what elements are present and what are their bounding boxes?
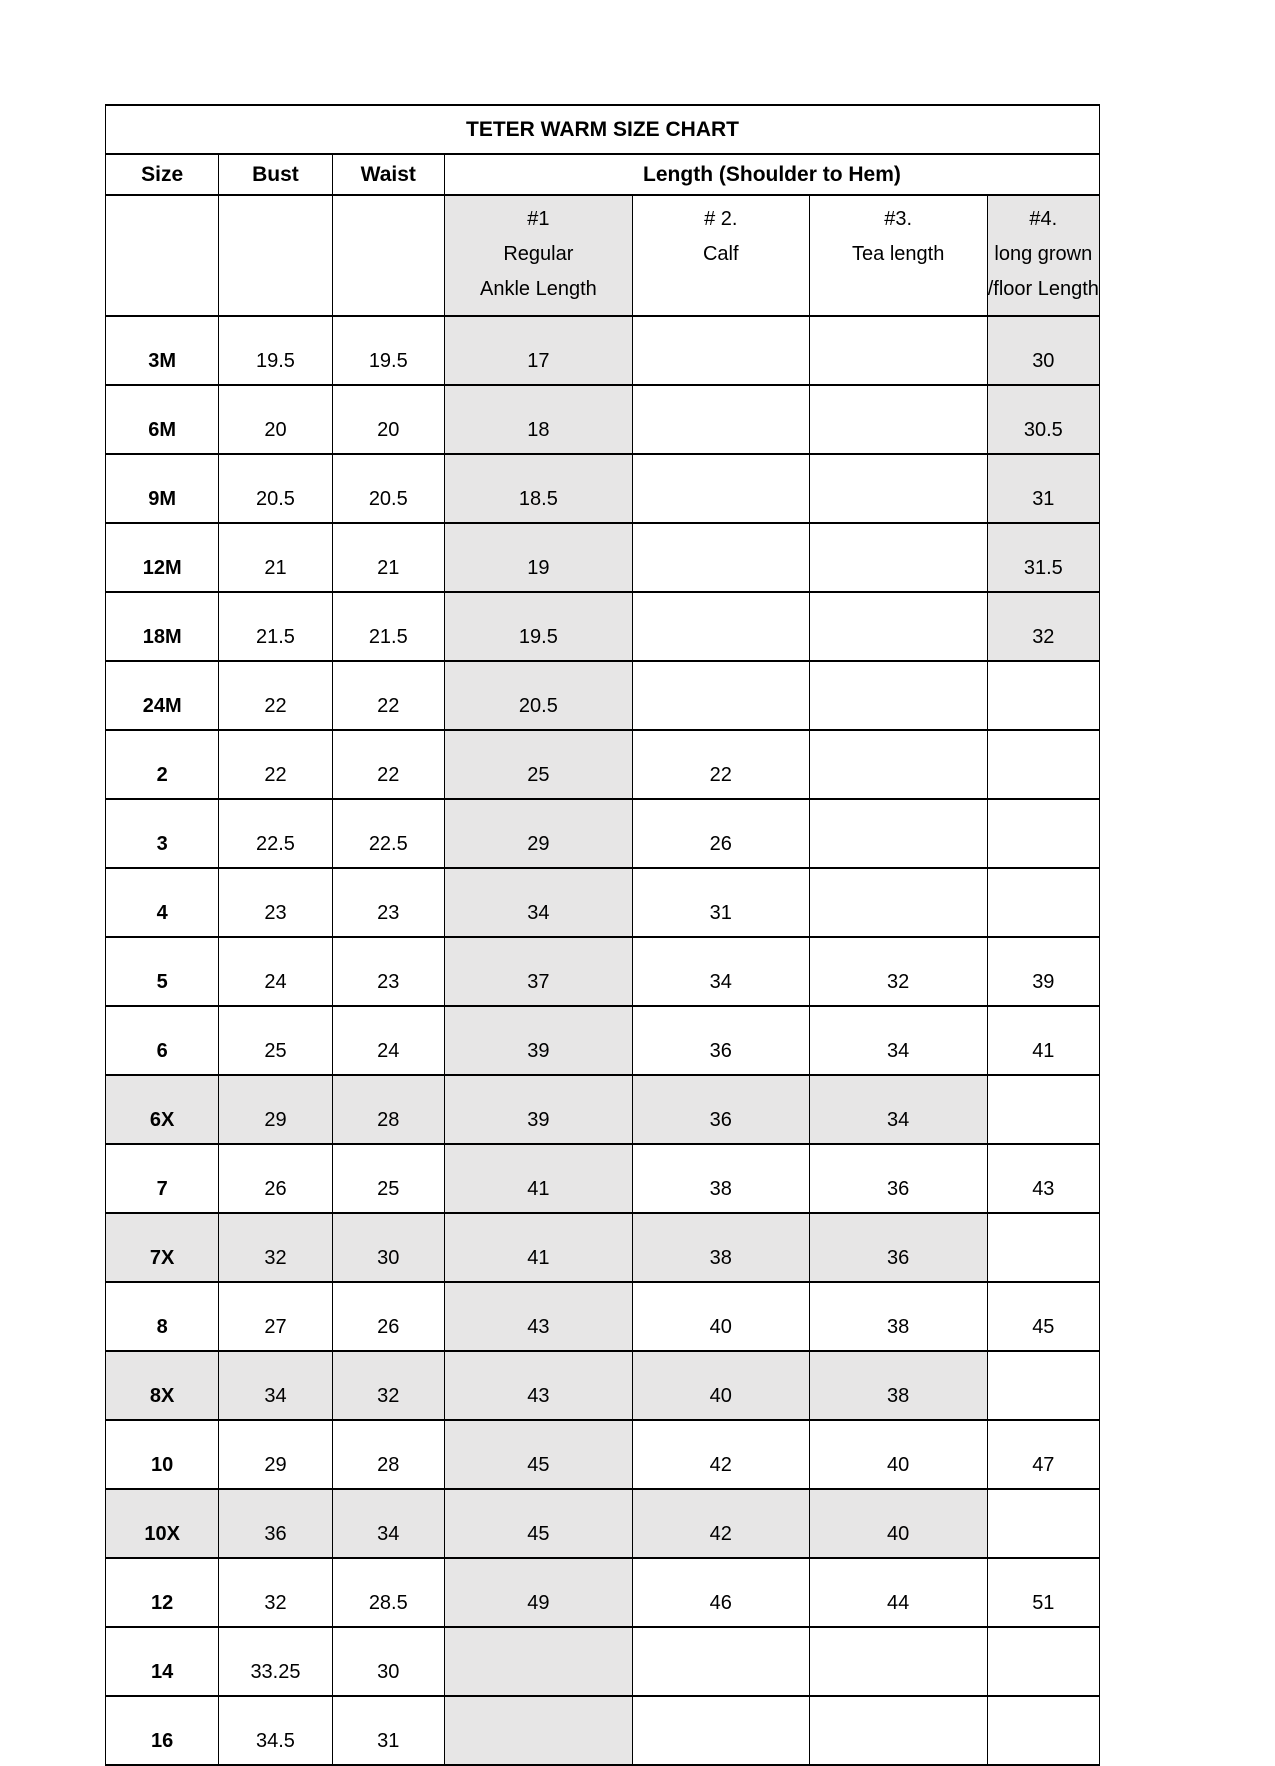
value-cell: 18 [444,385,632,454]
value-cell: 31 [987,454,1099,523]
value-cell: 34 [809,1006,987,1075]
value-cell [632,523,809,592]
value-cell [632,385,809,454]
value-cell: 30 [987,316,1099,385]
value-cell: 34 [444,868,632,937]
value-cell [987,1489,1099,1558]
value-cell: 47 [987,1420,1099,1489]
value-cell: 30 [332,1627,444,1696]
value-cell [987,661,1099,730]
col-header-length-group: Length (Shoulder to Hem) [444,154,1099,195]
value-cell: 39 [987,937,1099,1006]
value-cell: 31 [332,1696,444,1765]
value-cell: 28.5 [332,1558,444,1627]
value-cell: 32 [332,1351,444,1420]
value-cell [809,799,987,868]
value-cell: 45 [987,1282,1099,1351]
col-header-size: Size [106,154,219,195]
value-cell: 22.5 [219,799,332,868]
value-cell: 40 [809,1420,987,1489]
subheader-length-3 [809,195,987,316]
value-cell: 18.5 [444,454,632,523]
value-cell: 36 [809,1144,987,1213]
size-cell: 10X [106,1489,219,1558]
table-row [106,1213,1100,1282]
value-cell [987,799,1099,868]
value-cell: 42 [632,1420,809,1489]
table-row [106,523,1100,592]
value-cell: 38 [809,1282,987,1351]
size-cell: 12M [106,523,219,592]
value-cell: 33.25 [219,1627,332,1696]
column-header-row [106,154,1100,195]
value-cell: 39 [444,1075,632,1144]
subheader-line: Regular [503,243,574,265]
subheader-line: Ankle Length [479,278,597,300]
value-cell [987,1075,1099,1144]
table-row [106,1420,1100,1489]
value-cell: 22 [332,661,444,730]
subheader-line: #3. [884,208,913,230]
value-cell: 32 [987,592,1099,661]
value-cell: 34 [632,937,809,1006]
value-cell [987,1627,1099,1696]
size-cell: 6X [106,1075,219,1144]
value-cell: 24 [219,937,332,1006]
value-cell: 29 [444,799,632,868]
table-row [106,661,1100,730]
value-cell: 40 [809,1489,987,1558]
table-row [106,799,1100,868]
value-cell [809,316,987,385]
value-cell: 31 [632,868,809,937]
value-cell: 43 [987,1144,1099,1213]
value-cell [809,868,987,937]
value-cell: 19.5 [219,316,332,385]
value-cell: 25 [444,730,632,799]
sub-header-row [106,195,1100,316]
value-cell: 19.5 [444,592,632,661]
table-row [106,1144,1100,1213]
value-cell: 41 [444,1213,632,1282]
value-cell: 19.5 [332,316,444,385]
table-row [106,592,1100,661]
value-cell [987,730,1099,799]
value-cell: 20 [219,385,332,454]
table-row [106,1696,1100,1765]
value-cell [444,1627,632,1696]
subheader-length-4 [987,195,1099,316]
value-cell [987,868,1099,937]
value-cell: 23 [332,937,444,1006]
subheader-line: #1 [527,208,550,230]
subheader-line: #4. [1029,208,1058,230]
size-cell: 6M [106,385,219,454]
size-cell: 3M [106,316,219,385]
value-cell: 40 [632,1351,809,1420]
subheader-empty-bust [219,195,332,316]
value-cell: 21 [332,523,444,592]
size-cell: 8X [106,1351,219,1420]
value-cell: 23 [332,868,444,937]
value-cell: 40 [632,1282,809,1351]
value-cell [809,385,987,454]
subheader-empty-waist [332,195,444,316]
value-cell: 38 [632,1144,809,1213]
table-row [106,937,1100,1006]
value-cell [987,1696,1099,1765]
value-cell [632,661,809,730]
value-cell: 29 [219,1420,332,1489]
subheader-line: /floor Length [987,278,1099,300]
value-cell: 34 [332,1489,444,1558]
size-cell: 14 [106,1627,219,1696]
subheader-line: Calf [702,243,739,265]
value-cell: 38 [809,1351,987,1420]
value-cell: 19 [444,523,632,592]
size-cell: 7X [106,1213,219,1282]
subheader-line: Tea length [852,243,945,265]
value-cell: 22 [332,730,444,799]
size-cell: 3 [106,799,219,868]
value-cell: 26 [332,1282,444,1351]
value-cell [632,316,809,385]
value-cell: 31.5 [987,523,1099,592]
value-cell: 20.5 [444,661,632,730]
value-cell [809,661,987,730]
value-cell: 30.5 [987,385,1099,454]
value-cell: 36 [809,1213,987,1282]
value-cell: 34 [219,1351,332,1420]
value-cell: 21 [219,523,332,592]
subheader-line: # 2. [704,208,738,230]
table-row [106,385,1100,454]
size-cell: 4 [106,868,219,937]
title-row [106,105,1100,154]
size-cell: 8 [106,1282,219,1351]
subheader-length-2 [632,195,809,316]
size-cell: 10 [106,1420,219,1489]
value-cell: 46 [632,1558,809,1627]
table-row [106,1282,1100,1351]
subheader-line [633,272,809,307]
table-row [106,1351,1100,1420]
value-cell: 26 [632,799,809,868]
table-row [106,1627,1100,1696]
value-cell [809,730,987,799]
subheader-empty-size [106,195,219,316]
size-cell: 7 [106,1144,219,1213]
value-cell: 38 [632,1213,809,1282]
value-cell: 45 [444,1420,632,1489]
value-cell: 41 [987,1006,1099,1075]
value-cell [632,592,809,661]
value-cell: 36 [219,1489,332,1558]
table-row [106,1489,1100,1558]
value-cell: 32 [809,937,987,1006]
table-row [106,454,1100,523]
value-cell: 25 [332,1144,444,1213]
value-cell: 43 [444,1351,632,1420]
value-cell [987,1351,1099,1420]
value-cell: 28 [332,1075,444,1144]
value-cell [632,1627,809,1696]
col-header-waist: Waist [332,154,444,195]
value-cell: 23 [219,868,332,937]
value-cell [809,523,987,592]
value-cell: 21.5 [332,592,444,661]
value-cell [809,454,987,523]
table-row [106,1006,1100,1075]
value-cell: 36 [632,1006,809,1075]
value-cell: 45 [444,1489,632,1558]
value-cell: 41 [444,1144,632,1213]
value-cell: 34 [809,1075,987,1144]
value-cell [809,592,987,661]
size-cell: 12 [106,1558,219,1627]
chart-title: TETER WARM SIZE CHART [106,105,1100,154]
size-cell: 9M [106,454,219,523]
value-cell [809,1696,987,1765]
value-cell: 20.5 [332,454,444,523]
size-cell: 5 [106,937,219,1006]
value-cell: 21.5 [219,592,332,661]
value-cell: 42 [632,1489,809,1558]
value-cell: 25 [219,1006,332,1075]
value-cell: 49 [444,1558,632,1627]
table-row [106,1075,1100,1144]
value-cell: 29 [219,1075,332,1144]
value-cell [632,454,809,523]
table-row [106,316,1100,385]
value-cell: 36 [632,1075,809,1144]
value-cell: 43 [444,1282,632,1351]
table-row [106,1558,1100,1627]
value-cell: 20.5 [219,454,332,523]
subheader-line: long grown [994,243,1093,265]
value-cell: 37 [444,937,632,1006]
value-cell: 22 [219,730,332,799]
value-cell: 30 [332,1213,444,1282]
table-row [106,868,1100,937]
table-row [106,730,1100,799]
value-cell [987,1213,1099,1282]
size-cell: 24M [106,661,219,730]
size-cell: 16 [106,1696,219,1765]
size-cell: 6 [106,1006,219,1075]
value-cell: 17 [444,316,632,385]
value-cell: 34.5 [219,1696,332,1765]
value-cell: 24 [332,1006,444,1075]
size-chart-table [105,104,1100,1766]
size-cell: 18M [106,592,219,661]
value-cell: 27 [219,1282,332,1351]
col-header-bust: Bust [219,154,332,195]
value-cell: 39 [444,1006,632,1075]
value-cell: 20 [332,385,444,454]
value-cell: 32 [219,1558,332,1627]
value-cell: 32 [219,1213,332,1282]
value-cell [809,1627,987,1696]
value-cell: 22 [632,730,809,799]
value-cell: 22 [219,661,332,730]
subheader-line [810,272,987,307]
value-cell: 28 [332,1420,444,1489]
value-cell: 26 [219,1144,332,1213]
value-cell [444,1696,632,1765]
value-cell [632,1696,809,1765]
value-cell: 44 [809,1558,987,1627]
value-cell: 51 [987,1558,1099,1627]
subheader-length-1 [444,195,632,316]
size-cell: 2 [106,730,219,799]
value-cell: 22.5 [332,799,444,868]
